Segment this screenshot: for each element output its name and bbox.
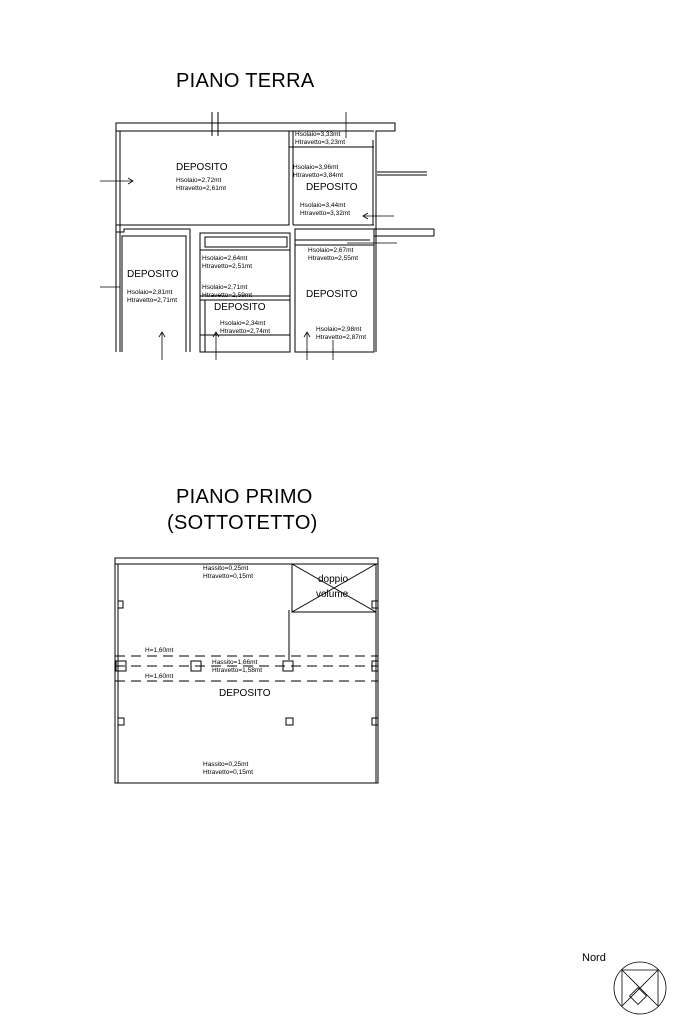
height-note: Hsolaio=2,72mt Htravetto=2,61mt	[176, 177, 227, 192]
height-note: Hsolaio=2,98mt Htravetto=2,87mt	[316, 326, 367, 341]
room-label: DEPOSITO	[306, 182, 358, 193]
room-label: DEPOSITO	[306, 289, 358, 300]
double-volume-label: volume	[316, 589, 349, 600]
room-label: DEPOSITO	[127, 269, 179, 280]
height-note: Hsolaio=3,96mt Htravetto=3,84mt	[293, 164, 344, 179]
north-arrow-icon	[614, 962, 666, 1014]
room-label: DEPOSITO	[219, 688, 271, 699]
height-note: Hassito=1,66mt Htravetto=1,58mt	[212, 659, 263, 674]
height-note: Hassito=0,25mt Htravetto=0,15mt	[203, 565, 254, 580]
double-volume-label: doppio	[318, 574, 349, 585]
ground-floor-walls	[116, 112, 434, 352]
height-note: Hsolaio=2,81mt Htravetto=2,71mt	[127, 289, 178, 304]
room-label: DEPOSITO	[176, 162, 228, 173]
height-note: Hsolaio=2,67mt Htravetto=2,55mt	[308, 247, 359, 262]
height-note: Hsolaio=2,64mt Htravetto=2,51mt	[202, 255, 253, 270]
first-floor-title: PIANO PRIMO	[176, 486, 313, 508]
level-note: H=1,60mt	[145, 647, 174, 654]
height-note: Hsolaio=2,71mt Htravetto=2,59mt	[202, 284, 253, 299]
height-note: Hsolaio=2,34mt Htravetto=2,74mt	[220, 320, 271, 335]
room-label: DEPOSITO	[214, 302, 266, 313]
height-note: Hassito=0,25mt Htravetto=0,15mt	[203, 761, 254, 776]
level-note: H=1,60mt	[145, 673, 174, 680]
height-note: Hsolaio=3,33mt Htravetto=3,23mt	[295, 131, 346, 146]
first-floor-subtitle: (SOTTOTETTO)	[167, 512, 318, 534]
ground-floor-title: PIANO TERRA	[176, 70, 315, 92]
height-note: Hsolaio=3,44mt Htravetto=3,32mt	[300, 202, 351, 217]
north-label: Nord	[582, 952, 606, 964]
